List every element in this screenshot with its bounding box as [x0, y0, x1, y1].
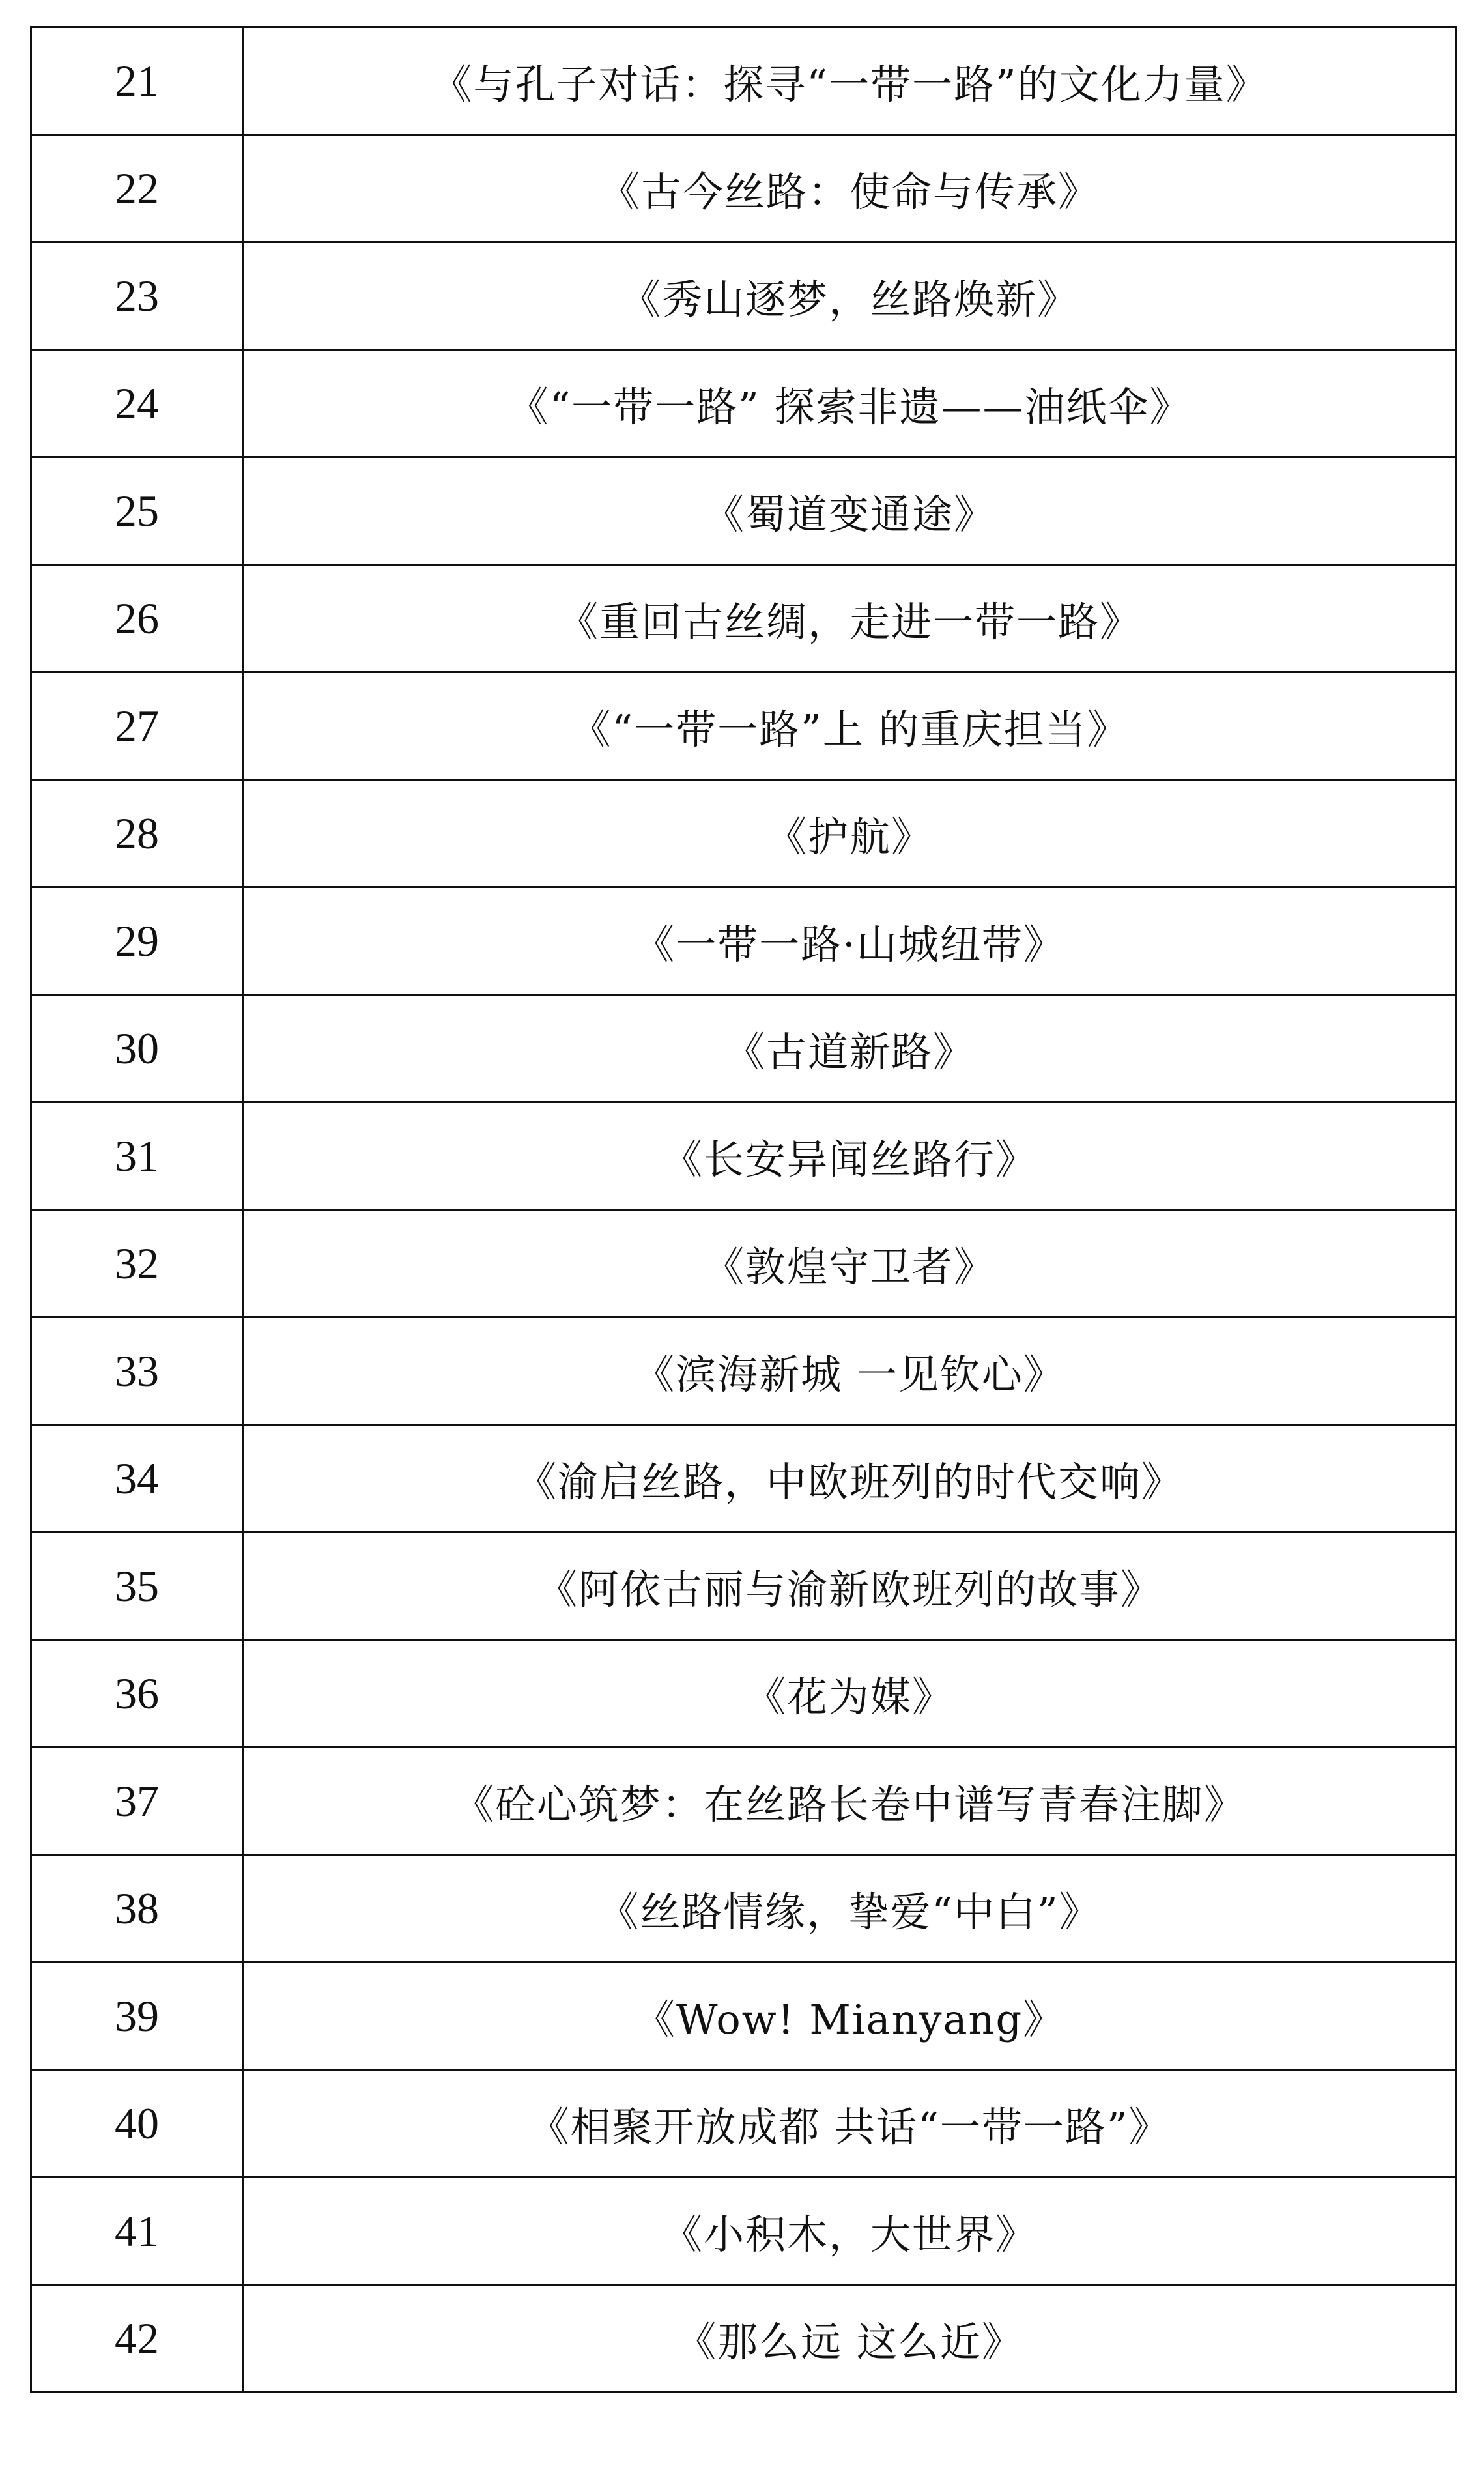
row-number: 29: [31, 887, 243, 995]
table-row: [31, 1425, 1457, 1532]
row-number: 41: [31, 2177, 243, 2285]
work-title: 《相聚开放成都 共话“一带一路”》: [243, 2070, 1457, 2177]
table-row: [31, 2285, 1457, 2393]
table-body: [31, 27, 1457, 2393]
row-number: 28: [31, 780, 243, 887]
work-title: 《“一带一路”上 的重庆担当》: [243, 672, 1457, 780]
table-row: [31, 1317, 1457, 1425]
work-title: 《一带一路·山城纽带》: [243, 887, 1457, 995]
table-row: [31, 887, 1457, 995]
row-number: 30: [31, 995, 243, 1102]
row-number: 26: [31, 565, 243, 672]
table-row: [31, 565, 1457, 672]
table-row: [31, 2070, 1457, 2177]
work-title: 《丝路情缘，挚爱“中白”》: [243, 1855, 1457, 1962]
work-title: 《护航》: [243, 780, 1457, 887]
table-row: [31, 1855, 1457, 1962]
table-row: [31, 1640, 1457, 1747]
work-title: 《秀山逐梦，丝路焕新》: [243, 242, 1457, 350]
work-title: 《阿依古丽与渝新欧班列的故事》: [243, 1532, 1457, 1640]
row-number: 25: [31, 457, 243, 565]
work-title: 《古今丝路：使命与传承》: [243, 135, 1457, 242]
table-row: [31, 1102, 1457, 1210]
table-row: [31, 995, 1457, 1102]
row-number: 33: [31, 1317, 243, 1425]
work-title: 《古道新路》: [243, 995, 1457, 1102]
table-row: [31, 1532, 1457, 1640]
row-number: 37: [31, 1747, 243, 1855]
row-number: 40: [31, 2070, 243, 2177]
row-number: 32: [31, 1210, 243, 1317]
table-row: [31, 350, 1457, 457]
work-title: 《长安异闻丝路行》: [243, 1102, 1457, 1210]
row-number: 23: [31, 242, 243, 350]
table-row: [31, 457, 1457, 565]
work-title: 《渝启丝路，中欧班列的时代交响》: [243, 1425, 1457, 1532]
work-title: 《砼心筑梦：在丝路长卷中谱写青春注脚》: [243, 1747, 1457, 1855]
row-number: 36: [31, 1640, 243, 1747]
work-title: 《蜀道变通途》: [243, 457, 1457, 565]
row-number: 35: [31, 1532, 243, 1640]
work-title: 《Wow! Mianyang》: [243, 1962, 1457, 2070]
work-title: 《那么远 这么近》: [243, 2285, 1457, 2393]
row-number: 24: [31, 350, 243, 457]
row-number: 27: [31, 672, 243, 780]
row-number: 39: [31, 1962, 243, 2070]
work-title: 《重回古丝绸，走进一带一路》: [243, 565, 1457, 672]
row-number: 38: [31, 1855, 243, 1962]
row-number: 34: [31, 1425, 243, 1532]
row-number: 21: [31, 27, 243, 135]
work-title: 《与孔子对话：探寻“一带一路”的文化力量》: [243, 27, 1457, 135]
works-table: [30, 26, 1457, 2393]
work-title: 《敦煌守卫者》: [243, 1210, 1457, 1317]
row-number: 31: [31, 1102, 243, 1210]
row-number: 22: [31, 135, 243, 242]
work-title: 《小积木，大世界》: [243, 2177, 1457, 2285]
table-row: [31, 27, 1457, 135]
table-row: [31, 780, 1457, 887]
table-row: [31, 1962, 1457, 2070]
table-row: [31, 1747, 1457, 1855]
row-number: 42: [31, 2285, 243, 2393]
table-row: [31, 672, 1457, 780]
work-title: 《“一带一路” 探索非遗——油纸伞》: [243, 350, 1457, 457]
table-row: [31, 1210, 1457, 1317]
work-title: 《花为媒》: [243, 1640, 1457, 1747]
table-row: [31, 242, 1457, 350]
work-title: 《滨海新城 一见钦心》: [243, 1317, 1457, 1425]
table-row: [31, 135, 1457, 242]
table-row: [31, 2177, 1457, 2285]
